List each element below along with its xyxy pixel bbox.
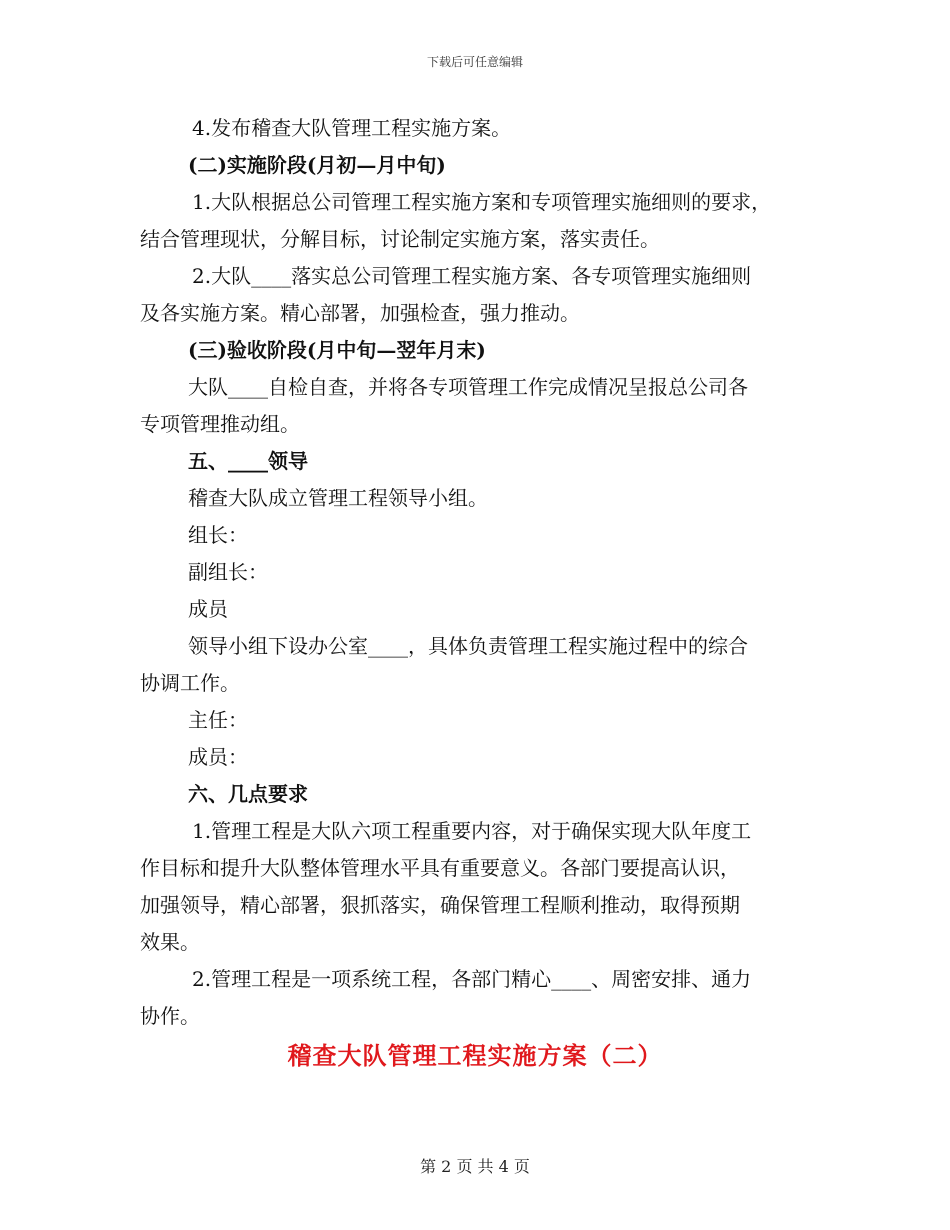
page-footer: 第 2 页 共 4 页 bbox=[420, 1157, 530, 1176]
text-line: 五、____领导 bbox=[188, 449, 308, 473]
text-line: 4.发布稽查大队管理工程实施方案。 bbox=[192, 116, 512, 140]
header-note: 下载后可任意编辑 bbox=[426, 55, 523, 69]
text-line: 效果。 bbox=[140, 930, 200, 954]
paragraph-office bbox=[140, 628, 820, 702]
text-line: 作目标和提升大队整体管理水平具有重要意义。各部门要提高认识， bbox=[140, 856, 740, 880]
text-line: 专项管理推动组。 bbox=[140, 412, 300, 436]
paragraph-item-2 bbox=[140, 258, 820, 332]
text-line: 主任： bbox=[188, 708, 248, 732]
text-line: 组长： bbox=[188, 523, 248, 547]
label-group-leader bbox=[140, 517, 820, 554]
paragraph-self-check bbox=[140, 369, 820, 443]
heading-acceptance-stage bbox=[140, 332, 820, 369]
heading-requirements bbox=[140, 776, 820, 813]
document-body bbox=[140, 110, 820, 1035]
text-line: 稽查大队成立管理工程领导小组。 bbox=[188, 486, 488, 510]
text-line: 结合管理现状，分解目标，讨论制定实施方案，落实责任。 bbox=[140, 227, 660, 251]
text-line: (三)验收阶段(月中旬—翌年月末) bbox=[188, 338, 486, 362]
label-members bbox=[140, 591, 820, 628]
paragraph-publish-plan bbox=[140, 110, 820, 147]
text-line: 1.管理工程是大队六项工程重要内容，对于确保实现大队年度工 bbox=[192, 819, 752, 843]
label-office-members bbox=[140, 739, 820, 776]
text-line: 副组长： bbox=[188, 560, 268, 584]
text-line: 2.大队____落实总公司管理工程实施方案、各专项管理实施细则 bbox=[192, 264, 752, 288]
text-line: 成员： bbox=[188, 745, 248, 769]
text-line: 2.管理工程是一项系统工程，各部门精心____、周密安排、通力 bbox=[192, 967, 752, 991]
text-line: 成员 bbox=[188, 597, 228, 621]
text-line: 协作。 bbox=[140, 1004, 200, 1028]
text-line: 六、几点要求 bbox=[188, 782, 308, 806]
text-line: 大队____自检自查，并将各专项管理工作完成情况呈报总公司各 bbox=[188, 375, 748, 399]
section-title: 稽查大队管理工程实施方案（二） bbox=[287, 1041, 663, 1070]
heading-leadership bbox=[140, 443, 820, 480]
text-line: 加强领导，精心部署，狠抓落实，确保管理工程顺利推动，取得预期 bbox=[140, 893, 740, 917]
label-deputy-leader bbox=[140, 554, 820, 591]
text-line: 1.大队根据总公司管理工程实施方案和专项管理实施细则的要求， bbox=[192, 190, 772, 214]
heading-implementation-stage bbox=[140, 147, 820, 184]
paragraph-leading-group bbox=[140, 480, 820, 517]
paragraph-requirement-2 bbox=[140, 961, 820, 1035]
text-line: 协调工作。 bbox=[140, 671, 240, 695]
text-line: (二)实施阶段(月初—月中旬) bbox=[188, 153, 446, 177]
text-line: 及各实施方案。精心部署，加强检查，强力推动。 bbox=[140, 301, 580, 325]
paragraph-requirement-1 bbox=[140, 813, 820, 961]
label-director bbox=[140, 702, 820, 739]
paragraph-item-1 bbox=[140, 184, 820, 258]
text-line: 领导小组下设办公室____，具体负责管理工程实施过程中的综合 bbox=[188, 634, 748, 658]
